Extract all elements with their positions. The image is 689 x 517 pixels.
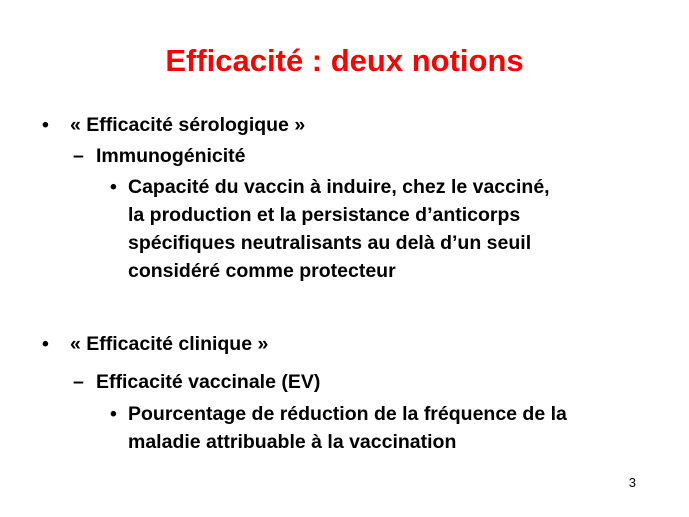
bullet-marker: •: [110, 176, 117, 198]
detail-line: la production et la persistance d’anticorps: [128, 204, 521, 226]
bullet-marker: •: [42, 114, 49, 136]
bullet-heading-serologique: « Efficacité sérologique »: [70, 114, 306, 136]
detail-line: Pourcentage de réduction de la fréquence de la: [128, 403, 567, 425]
detail-line: considéré comme protecteur: [128, 260, 396, 282]
dash-marker: –: [73, 371, 84, 393]
sub-item-efficacite-vaccinale: Efficacité vaccinale (EV): [96, 371, 321, 393]
slide-title: Efficacité : deux notions: [165, 43, 524, 78]
detail-line: Capacité du vaccin à induire, chez le vacciné,: [128, 176, 550, 198]
bullet-marker: •: [42, 333, 49, 355]
detail-line: spécifiques neutralisants au delà d’un seuil: [128, 232, 532, 254]
page-number: 3: [628, 475, 636, 490]
dash-marker: –: [73, 145, 84, 167]
detail-line: maladie attribuable à la vaccination: [128, 431, 457, 453]
bullet-heading-clinique: « Efficacité clinique »: [70, 333, 269, 355]
bullet-marker: •: [110, 403, 117, 425]
sub-item-immunogenicite: Immunogénicité: [96, 145, 246, 167]
